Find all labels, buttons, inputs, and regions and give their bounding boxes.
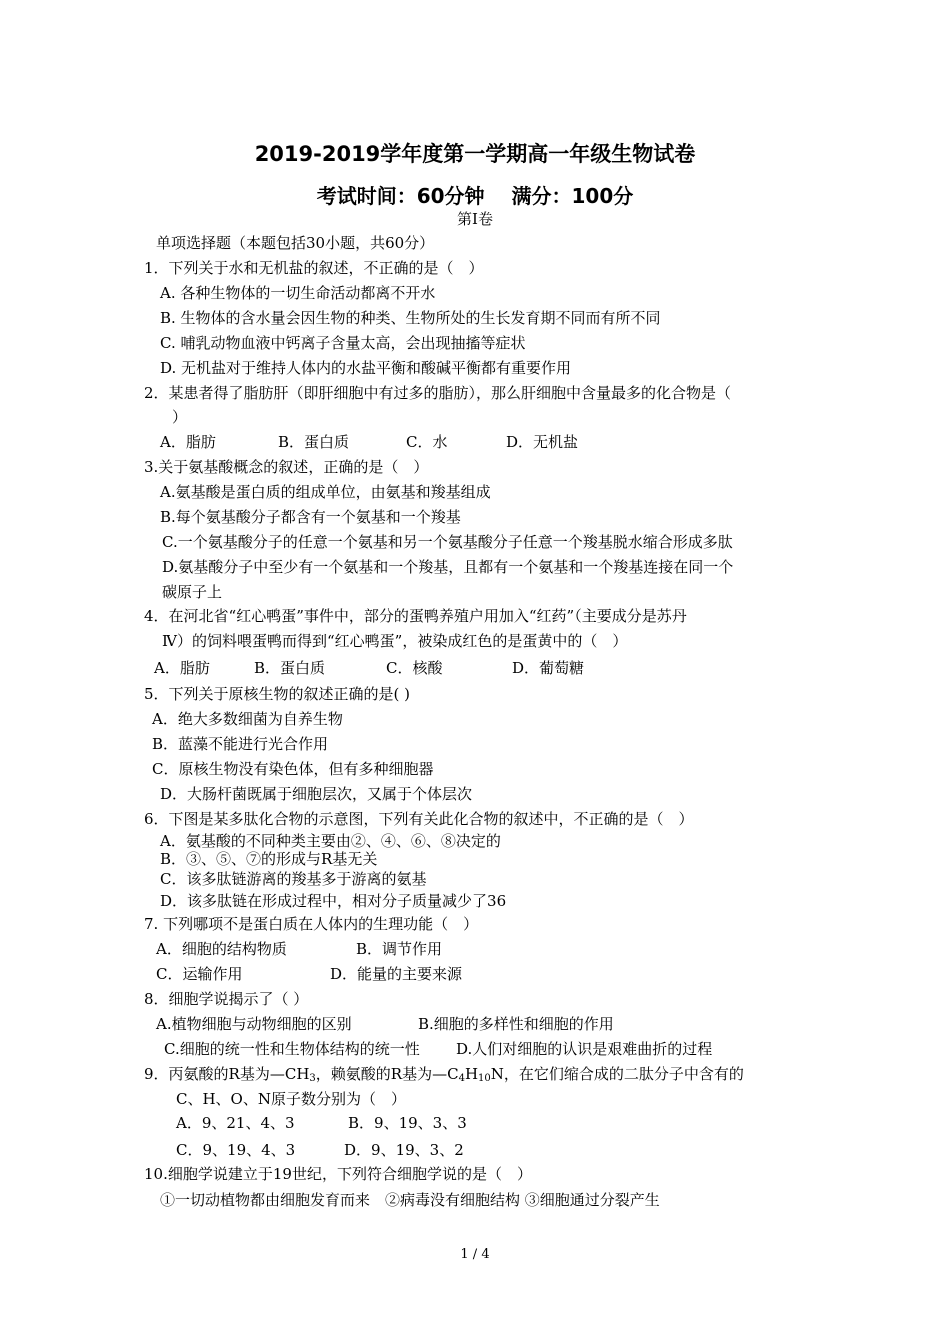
q6-stem: 6．下图是某多肽化合物的示意图，下列有关此化合物的叙述中，不正确的是（ ） <box>144 810 694 828</box>
q8-option-b: B.细胞的多样性和细胞的作用 <box>418 1015 614 1033</box>
q1-option-a: A. 各种生物体的一切生命活动都离不开水 <box>160 284 436 302</box>
q4-option-d: D．葡萄糖 <box>512 659 585 677</box>
q9-sub-2: 4 <box>458 1073 465 1084</box>
q8-option-a: A.植物细胞与动物细胞的区别 <box>156 1015 352 1033</box>
q3-option-c: C.一个氨基酸分子的任意一个氨基和另一个氨基酸分子任意一个羧基脱水缩合形成多肽 <box>162 533 733 551</box>
q4-stem-cont: Ⅳ）的饲料喂蛋鸭而得到“红心鸭蛋”，被染成红色的是蛋黄中的（ ） <box>162 632 628 650</box>
q5-option-b: B．蓝藻不能进行光合作用 <box>152 735 329 753</box>
q7-option-b: B．调节作用 <box>356 940 443 958</box>
q6-option-d: D．该多肽链在形成过程中，相对分子质量减少了36 <box>160 892 507 910</box>
q8-option-c: C.细胞的统一性和生物体结构的统一性 <box>164 1040 420 1058</box>
q8-option-d: D.人们对细胞的认识是艰难曲折的过程 <box>456 1040 713 1058</box>
q2-stem-cont: ） <box>172 408 188 426</box>
q2-option-b: B．蛋白质 <box>278 433 350 451</box>
q9-option-c: C．9、19、4、3 <box>176 1141 296 1159</box>
q10-stem: 10.细胞学说建立于19世纪，下列符合细胞学说的是（ ） <box>144 1165 532 1183</box>
q3-stem: 3.关于氨基酸概念的叙述，正确的是（ ） <box>144 458 429 476</box>
q6-option-b: B．③、⑤、⑦的形成与R基无关 <box>160 850 378 868</box>
q2-option-c: C．水 <box>406 433 448 451</box>
q5-stem: 5．下列关于原核生物的叙述正确的是( ) <box>144 685 411 703</box>
q10-statements: ①一切动植物都由细胞发育而来 ②病毒没有细胞结构 ③细胞通过分裂产生 <box>160 1191 660 1209</box>
exam-subtitle: 考试时间：60分钟 满分：100分 <box>316 184 634 208</box>
q9-stem-part2: ，赖氨酸的R基为—C <box>315 1065 459 1083</box>
q7-option-d: D．能量的主要来源 <box>330 965 463 983</box>
q5-option-c: C．原核生物没有染色体，但有多种细胞器 <box>152 760 434 778</box>
q7-option-c: C．运输作用 <box>156 965 243 983</box>
q6-option-a: A．氨基酸的不同种类主要由②、④、⑥、⑧决定的 <box>160 832 501 850</box>
q9-sub-3: 10 <box>478 1073 491 1084</box>
q3-option-a: A.氨基酸是蛋白质的组成单位，由氨基和羧基组成 <box>160 483 491 501</box>
q9-stem <box>144 1064 744 1089</box>
q9-stem-cont: C、H、O、N原子数分别为（ ） <box>176 1090 406 1108</box>
q1-option-b: B. 生物体的含水量会因生物的种类、生物所处的生长发育期不同而有所不同 <box>160 309 661 327</box>
q3-option-b: B.每个氨基酸分子都含有一个氨基和一个羧基 <box>160 508 461 526</box>
q4-option-c: C．核酸 <box>386 659 443 677</box>
q1-stem: 1．下列关于水和无机盐的叙述，不正确的是（ ） <box>144 259 484 277</box>
q7-option-a: A．细胞的结构物质 <box>156 940 287 958</box>
q9-option-b: B．9、19、3、3 <box>348 1114 467 1132</box>
q9-sub-1: 3 <box>309 1073 316 1084</box>
q9-option-d: D．9、19、3、2 <box>344 1141 464 1159</box>
q2-option-a: A．脂肪 <box>160 433 216 451</box>
q3-option-d-cont: 碳原子上 <box>162 583 223 601</box>
q2-option-d: D．无机盐 <box>506 433 579 451</box>
q9-stem-part1: 9．丙氨酸的R基为—CH <box>144 1065 310 1083</box>
q4-stem: 4．在河北省“红心鸭蛋”事件中，部分的蛋鸭养殖户用加入“红药”（主要成分是苏丹 <box>144 607 687 625</box>
q2-stem: 2．某患者得了脂肪肝（即肝细胞中有过多的脂肪），那么肝细胞中含量最多的化合物是（ <box>144 384 732 402</box>
q1-option-d: D. 无机盐对于维持人体内的水盐平衡和酸碱平衡都有重要作用 <box>160 359 572 377</box>
q7-stem: 7. 下列哪项不是蛋白质在人体内的生理功能（ ） <box>144 915 479 933</box>
q3-option-d: D.氨基酸分子中至少有一个氨基和一个羧基，且都有一个氨基和一个羧基连接在同一个 <box>162 558 734 576</box>
q4-option-a: A．脂肪 <box>154 659 210 677</box>
q9-option-a: A．9、21、4、3 <box>176 1114 295 1132</box>
volume-label: 第Ⅰ卷 <box>457 210 493 228</box>
page-number: 1 / 4 <box>460 1247 490 1262</box>
q4-option-b: B．蛋白质 <box>254 659 326 677</box>
q6-option-c: C．该多肽链游离的羧基多于游离的氨基 <box>160 870 427 888</box>
section-heading: 单项选择题（本题包括30小题，共60分） <box>156 234 435 252</box>
q1-option-c: C. 哺乳动物血液中钙离子含量太高，会出现抽搐等症状 <box>160 334 526 352</box>
q5-option-d: D．大肠杆菌既属于细胞层次，又属于个体层次 <box>160 785 473 803</box>
q9-stem-part3: H <box>464 1065 479 1083</box>
exam-title: 2019-2019学年度第一学期高一年级生物试卷 <box>254 142 696 166</box>
q9-stem-part4: N，在它们缩合成的二肽分子中含有的 <box>490 1065 744 1083</box>
q8-stem: 8．细胞学说揭示了（ ） <box>144 990 309 1008</box>
q5-option-a: A．绝大多数细菌为自养生物 <box>152 710 343 728</box>
